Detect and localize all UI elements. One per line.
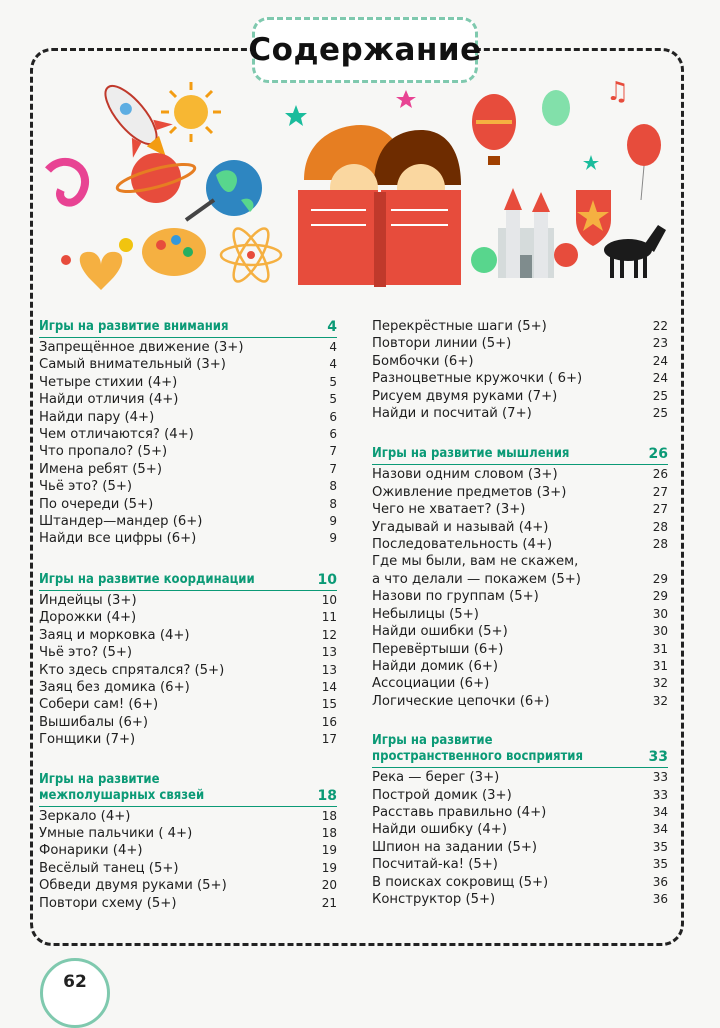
section-title: Игры на развитие	[39, 771, 160, 787]
rocket-icon	[88, 71, 186, 173]
balloon-icon	[542, 90, 570, 126]
item-page: 29	[652, 571, 668, 586]
toc-item[interactable]	[39, 443, 337, 460]
item-page: 29	[652, 589, 668, 604]
item-page: 16	[321, 714, 337, 729]
shield-icon	[576, 190, 611, 246]
toc-item[interactable]	[39, 714, 337, 731]
flower-icon	[61, 255, 71, 265]
toc-item[interactable]	[372, 658, 668, 675]
item-text: Последовательность (4+)	[372, 537, 553, 553]
item-text: Самый внимательный (3+)	[39, 357, 226, 373]
toc-item[interactable]	[372, 856, 668, 873]
toc-item[interactable]	[372, 553, 668, 588]
horse-icon	[604, 225, 666, 278]
toc-item[interactable]	[372, 787, 668, 804]
item-page: 22	[652, 319, 668, 333]
sun-icon	[161, 82, 221, 142]
toc-item[interactable]	[372, 405, 668, 422]
item-page: 36	[652, 874, 668, 889]
item-page: 4	[329, 340, 337, 354]
item-text: Река — берег (3+)	[372, 770, 500, 786]
item-page: 32	[652, 693, 668, 708]
toc-item[interactable]	[372, 519, 668, 536]
item-page: 36	[652, 891, 668, 906]
toc-item[interactable]	[372, 839, 668, 856]
item-text: По очереди (5+)	[39, 496, 154, 512]
item-text: Найди домик (6+)	[372, 658, 499, 674]
item-page: 14	[321, 679, 337, 694]
section-header[interactable]	[39, 571, 337, 591]
item-text: Запрещённое движение (3+)	[39, 340, 244, 355]
toc-section	[39, 318, 337, 548]
toc-item[interactable]	[39, 877, 337, 894]
item-page: 7	[329, 461, 337, 476]
item-page: 33	[652, 787, 668, 802]
item-page: 15	[321, 697, 337, 712]
item-text: Чем отличаются? (4+)	[39, 427, 194, 443]
toc-item[interactable]	[39, 374, 337, 391]
item-page: 11	[321, 610, 337, 625]
section-page: 4	[327, 319, 337, 335]
item-text: Гонщики (7+)	[39, 732, 136, 748]
item-text: Повтори схему (5+)	[39, 895, 177, 911]
item-text: Заяц без домика (6+)	[39, 679, 190, 695]
toc-item[interactable]	[39, 679, 337, 696]
toc-item[interactable]	[39, 860, 337, 877]
item-text: Логические цепочки (6+)	[372, 693, 550, 709]
item-page: 32	[652, 676, 668, 691]
item-text: Найди все цифры (6+)	[39, 531, 197, 547]
item-page: 30	[652, 624, 668, 639]
section-header[interactable]	[372, 748, 668, 768]
item-text: Перекрёстные шаги (5+)	[372, 319, 547, 334]
toc-item[interactable]	[372, 353, 668, 370]
item-text: Чего не хватает? (3+)	[372, 502, 526, 518]
heart-icon	[80, 252, 123, 290]
section-page: 10	[317, 571, 337, 588]
item-text: Построй домик (3+)	[372, 787, 512, 803]
item-page: 25	[652, 388, 668, 403]
section-title: Игры на развитие	[372, 733, 493, 749]
item-page: 33	[652, 770, 668, 785]
item-text: Найди ошибки (5+)	[372, 624, 508, 640]
item-text: Рисуем двумя руками (7+)	[372, 388, 558, 404]
section-title: пространственного восприятия	[372, 749, 584, 765]
toc-item[interactable]	[372, 466, 668, 483]
toc-item[interactable]	[372, 874, 668, 891]
toc-item[interactable]	[39, 662, 337, 679]
item-page: 8	[329, 496, 337, 511]
item-text: Заяц и морковка (4+)	[39, 627, 190, 643]
illustration	[36, 60, 686, 300]
item-text: В поисках сокровищ (5+)	[372, 874, 549, 890]
item-page: 20	[321, 878, 337, 893]
toc-item[interactable]	[39, 478, 337, 495]
music-note-icon: ♫	[606, 77, 630, 107]
item-text: Чьё это? (5+)	[39, 479, 133, 495]
item-page: 24	[652, 371, 668, 386]
toc-item[interactable]	[372, 891, 668, 908]
toc-item[interactable]	[372, 821, 668, 838]
toc-item[interactable]	[39, 825, 337, 842]
toc-item[interactable]	[372, 623, 668, 640]
toc-section	[372, 318, 668, 422]
toc-item[interactable]	[372, 370, 668, 387]
item-text: Назови по группам (5+)	[372, 589, 539, 605]
planet-icon	[115, 153, 197, 203]
item-text: Бомбочки (6+)	[372, 353, 474, 369]
item-text: Умные пальчики ( 4+)	[39, 825, 193, 841]
item-page: 31	[652, 658, 668, 673]
toc-item[interactable]	[372, 693, 668, 710]
section-title: Игры на развитие внимания	[39, 319, 229, 334]
item-page: 26	[652, 467, 668, 482]
toc-item[interactable]	[372, 335, 668, 352]
swirl-icon	[48, 162, 85, 203]
toc-item[interactable]	[372, 318, 668, 335]
item-page: 18	[321, 808, 337, 823]
page-number: 62	[63, 972, 87, 992]
item-page: 8	[329, 479, 337, 494]
item-text: Шпион на задании (5+)	[372, 839, 538, 855]
toc-item[interactable]	[372, 501, 668, 518]
toc-item[interactable]	[39, 426, 337, 443]
toc-item[interactable]	[39, 808, 337, 825]
section-title: Игры на развитие координации	[39, 571, 255, 587]
item-page: 23	[652, 336, 668, 351]
toc-item[interactable]	[372, 804, 668, 821]
toc-item[interactable]	[372, 641, 668, 658]
section-header[interactable]	[372, 445, 668, 465]
toc-item[interactable]	[372, 675, 668, 692]
item-page: 19	[321, 860, 337, 875]
item-page: 28	[652, 537, 668, 552]
item-text: Разноцветные кружочки ( 6+)	[372, 371, 583, 387]
item-text: Кто здесь спрятался? (5+)	[39, 662, 225, 678]
item-page: 12	[321, 627, 337, 642]
toc-item[interactable]	[39, 842, 337, 859]
toc-item[interactable]	[39, 339, 337, 356]
item-page: 35	[652, 857, 668, 872]
tree-icon	[554, 243, 578, 267]
toc-item[interactable]	[39, 627, 337, 644]
item-page: 27	[652, 484, 668, 499]
item-page: 7	[329, 444, 337, 459]
flower-icon	[119, 238, 133, 252]
toc-item[interactable]	[39, 592, 337, 609]
item-text: Оживление предметов (3+)	[372, 484, 567, 500]
toc-item[interactable]	[372, 606, 668, 623]
toc-item[interactable]	[39, 530, 337, 547]
toc-left-column	[39, 318, 337, 935]
item-text: Штандер—мандер (6+)	[39, 514, 203, 530]
hot-air-balloon-icon	[472, 94, 516, 165]
toc-item[interactable]	[39, 496, 337, 513]
item-page: 9	[329, 531, 337, 546]
star-icon	[285, 105, 307, 126]
item-page: 5	[329, 374, 337, 389]
item-page: 9	[329, 514, 337, 529]
item-text: Весёлый танец (5+)	[39, 860, 179, 876]
item-page: 25	[652, 406, 668, 421]
item-text: Зеркало (4+)	[39, 808, 131, 824]
item-page: 6	[329, 409, 337, 424]
item-text: Обведи двумя руками (5+)	[39, 878, 227, 894]
section-page: 26	[648, 446, 668, 463]
toc-section	[39, 772, 337, 912]
toc-section	[372, 445, 668, 710]
item-page: 34	[652, 822, 668, 837]
toc-item[interactable]	[39, 731, 337, 748]
toc-item[interactable]	[39, 391, 337, 408]
item-text: Индейцы (3+)	[39, 592, 137, 608]
item-page: 30	[652, 606, 668, 621]
section-title: межполушарных связей	[39, 787, 205, 803]
toc-item[interactable]	[372, 588, 668, 605]
palette-icon	[142, 200, 214, 276]
item-text: Чьё это? (5+)	[39, 645, 133, 661]
star-icon	[583, 155, 599, 170]
item-text: Перевёртыши (6+)	[372, 641, 504, 657]
item-text: Повтори линии (5+)	[372, 336, 512, 352]
item-text: Найди отличия (4+)	[39, 392, 179, 408]
toc-item[interactable]	[39, 609, 337, 626]
item-page: 13	[321, 662, 337, 677]
tree-icon	[471, 247, 497, 273]
item-page: 19	[321, 843, 337, 858]
toc-item[interactable]	[39, 461, 337, 478]
star-icon	[396, 90, 416, 108]
castle-icon	[498, 188, 554, 278]
item-text: Угадывай и называй (4+)	[372, 519, 549, 535]
item-text: Конструктор (5+)	[372, 891, 496, 907]
toc-item[interactable]	[39, 895, 337, 912]
toc-item[interactable]	[39, 513, 337, 530]
item-text: Что пропало? (5+)	[39, 444, 168, 460]
item-page: 6	[329, 427, 337, 442]
item-text: Вышибалы (6+)	[39, 714, 149, 730]
item-text: Ассоциации (6+)	[372, 676, 490, 692]
globe-icon	[206, 160, 262, 216]
toc-right-column	[372, 318, 668, 931]
toc-item[interactable]	[372, 769, 668, 786]
page-title: Содержание	[248, 32, 482, 68]
item-page: 31	[652, 641, 668, 656]
item-page: 17	[321, 732, 337, 747]
item-text: Дорожки (4+)	[39, 610, 137, 626]
toc-item[interactable]	[39, 409, 337, 426]
item-page: 28	[652, 519, 668, 534]
item-page: 18	[321, 825, 337, 840]
page-number-badge	[40, 958, 110, 1028]
section-page: 18	[317, 787, 337, 804]
item-page: 5	[329, 392, 337, 407]
balloon-icon	[627, 124, 661, 200]
toc-item[interactable]	[372, 536, 668, 553]
item-text: Фонарики (4+)	[39, 843, 143, 859]
toc-item[interactable]	[372, 388, 668, 405]
section-header[interactable]	[39, 787, 337, 807]
item-page: 34	[652, 804, 668, 819]
toc-item[interactable]	[39, 696, 337, 713]
item-text: Имена ребят (5+)	[39, 461, 162, 477]
item-page: 10	[321, 592, 337, 607]
item-page: 27	[652, 502, 668, 517]
item-text: Найди пару (4+)	[39, 409, 155, 425]
toc-item[interactable]	[372, 484, 668, 501]
item-page: 35	[652, 839, 668, 854]
item-text: Небылицы (5+)	[372, 606, 479, 622]
toc-item[interactable]	[39, 356, 337, 373]
item-text: Где мы были, вам не скажем, а что делали — покажем (5+)	[372, 554, 581, 587]
item-text: Найди ошибку (4+)	[372, 822, 507, 838]
item-text: Собери сам! (6+)	[39, 697, 159, 713]
item-text: Четыре стихии (4+)	[39, 374, 178, 390]
section-title: Игры на развитие мышления	[372, 446, 570, 462]
toc-section	[39, 571, 337, 749]
item-text: Назови одним словом (3+)	[372, 467, 558, 483]
atom-icon	[221, 224, 281, 286]
item-text: Посчитай-ка! (5+)	[372, 857, 498, 873]
toc-item[interactable]	[39, 644, 337, 661]
toc-section	[372, 733, 668, 908]
section-page: 33	[648, 749, 668, 766]
item-text: Расставь правильно (4+)	[372, 804, 547, 820]
item-page: 21	[321, 895, 337, 910]
section-header[interactable]	[39, 318, 337, 338]
item-page: 4	[329, 357, 337, 372]
item-page: 13	[321, 645, 337, 660]
item-page: 24	[652, 353, 668, 368]
children-reading-icon	[298, 125, 461, 287]
item-text: Найди и посчитай (7+)	[372, 406, 532, 422]
